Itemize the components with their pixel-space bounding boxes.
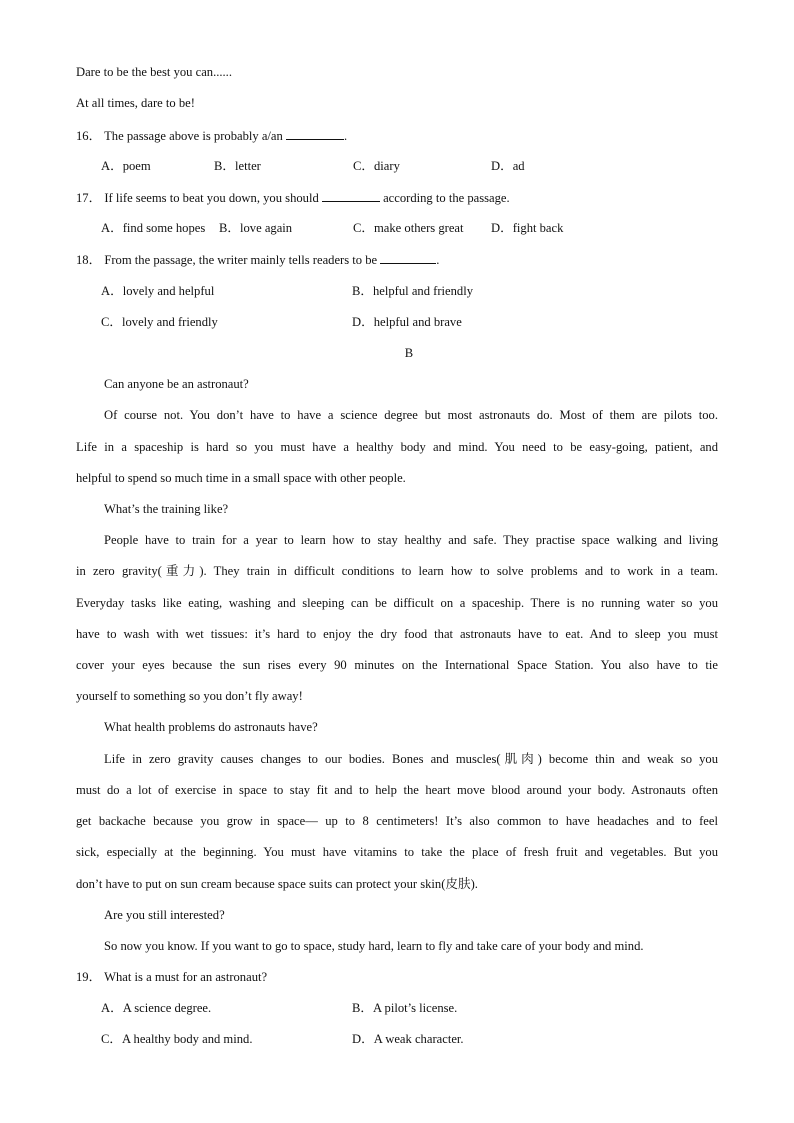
paragraph-line: helpful to spend so much time in a small space with other people. bbox=[76, 471, 406, 485]
option-d: D．helpful and brave bbox=[352, 315, 462, 329]
section-heading: Are you still interested? bbox=[104, 908, 225, 922]
question-stem: If life seems to beat you down, you should bbox=[104, 191, 319, 205]
question-stem-end: . bbox=[343, 129, 348, 143]
question-16: 16． The passage above is probably a/an . bbox=[76, 129, 348, 143]
option-b: B．helpful and friendly bbox=[352, 284, 474, 298]
option-c: C．A healthy body and mind. bbox=[101, 1032, 253, 1046]
option-d: D．A weak character. bbox=[352, 1032, 464, 1046]
question-stem: The passage above is probably a/an bbox=[104, 129, 283, 143]
paragraph-line: cover your eyes because the sun rises every 90 minutes on the International Space Station. You also have to tie bbox=[76, 658, 718, 672]
question-stem: What is a must for an astronaut? bbox=[104, 970, 268, 984]
section-heading: Can anyone be an astronaut? bbox=[104, 377, 249, 391]
section-label: B bbox=[404, 346, 414, 360]
option-a: A．A science degree. bbox=[101, 1001, 212, 1015]
paragraph-line: So now you know. If you want to go to space, study hard, learn to fly and take care of your body and mind. bbox=[104, 939, 644, 953]
option-b: B．A pilot’s license. bbox=[352, 1001, 458, 1015]
paragraph-line: Of course not. You don’t have to have a science degree but most astronauts do. Most of them are pilots too. bbox=[104, 408, 718, 422]
question-stem-end: . bbox=[436, 253, 440, 267]
paragraph-line: Life in zero gravity causes changes to our bodies. Bones and muscles(肌肉) become thin and weak so you bbox=[104, 752, 718, 766]
question-18: 18． From the passage, the writer mainly tells readers to be . bbox=[76, 253, 440, 267]
answer-blank bbox=[322, 189, 380, 202]
answer-blank bbox=[286, 127, 344, 140]
question-19: 19． What is a must for an astronaut? bbox=[76, 970, 268, 984]
option-d: D．ad bbox=[491, 159, 525, 173]
option-c: C．diary bbox=[353, 159, 400, 173]
question-17: 17． If life seems to beat you down, you should according to the passage. bbox=[76, 191, 510, 205]
option-a: A．find some hopes bbox=[101, 221, 206, 235]
option-c: C．make others great bbox=[353, 221, 464, 235]
poem-line: At all times, dare to be! bbox=[76, 96, 195, 110]
question-number: 19 bbox=[76, 970, 89, 984]
paragraph-line: get backache because you grow in space— up to 8 centimeters! It’s also common to have headaches and to feel bbox=[76, 814, 718, 828]
option-b: B．letter bbox=[214, 159, 261, 173]
paragraph-line: Life in a spaceship is hard so you must have a healthy body and mind. You need to be easy-going, patient, and bbox=[76, 440, 718, 454]
question-number: 18 bbox=[76, 253, 89, 267]
paragraph-line: have to wash with wet tissues: it’s hard to enjoy the dry food that astronauts have to eat. And to sleep you must bbox=[76, 627, 718, 641]
question-number: 16 bbox=[76, 129, 89, 143]
section-heading: What health problems do astronauts have? bbox=[104, 720, 318, 734]
question-stem-end: according to the passage. bbox=[383, 191, 510, 205]
answer-blank bbox=[380, 251, 436, 264]
poem-line: Dare to be the best you can...... bbox=[76, 65, 232, 79]
paragraph-line: must do a lot of exercise in space to stay fit and to help the heart move blood around your body. Astronauts often bbox=[76, 783, 718, 797]
option-a: A．lovely and helpful bbox=[101, 284, 215, 298]
option-d: D．fight back bbox=[491, 221, 564, 235]
paragraph-line: don’t have to put on sun cream because space suits can protect your skin(皮肤). bbox=[76, 877, 478, 891]
paragraph-line: Everyday tasks like eating, washing and sleeping can be difficult on a spaceship. There is no running water so you bbox=[76, 596, 718, 610]
question-number: 17 bbox=[76, 191, 89, 205]
section-heading: What’s the training like? bbox=[104, 502, 229, 516]
paragraph-line: sick, especially at the beginning. You must have vitamins to take the place of fresh fruit and vegetables. But you bbox=[76, 845, 718, 859]
option-c: C．lovely and friendly bbox=[101, 315, 218, 329]
question-stem: From the passage, the writer mainly tells readers to be bbox=[104, 253, 378, 267]
option-a: A．poem bbox=[101, 159, 151, 173]
paragraph-line: yourself to something so you don’t fly away! bbox=[76, 689, 303, 703]
paragraph-line: People have to train for a year to learn how to stay healthy and safe. They practise space walking and living bbox=[104, 533, 718, 547]
paragraph-line: in zero gravity(重力). They train in difficult conditions to learn how to solve problems and to work in a team. bbox=[76, 564, 718, 578]
option-b: B．love again bbox=[219, 221, 293, 235]
